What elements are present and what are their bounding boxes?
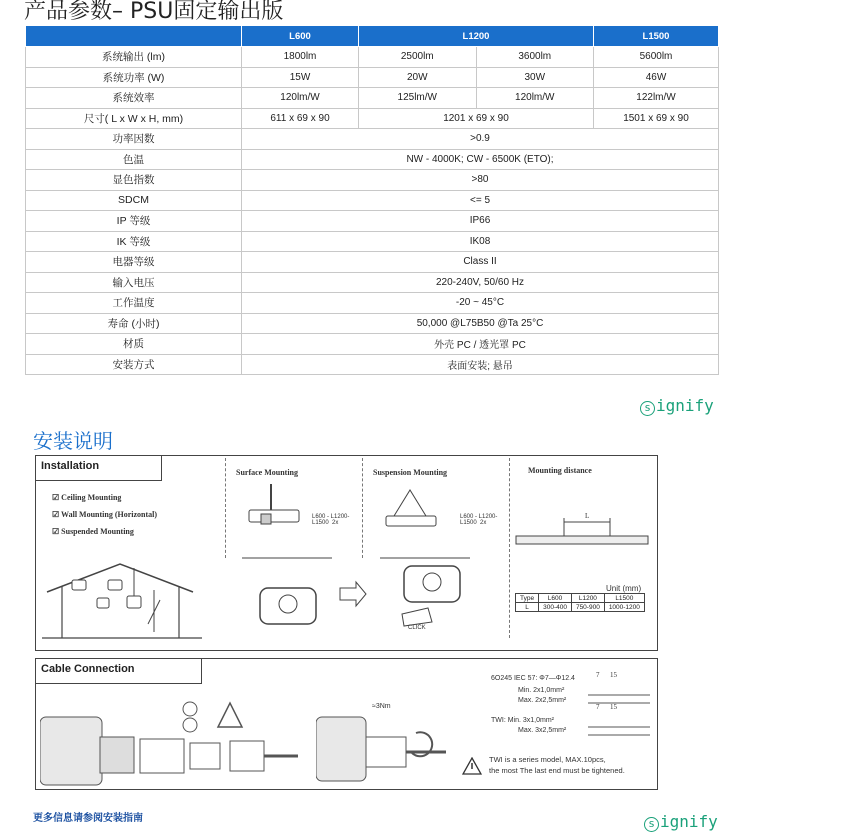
- spec-row-label: 工作温度: [26, 293, 242, 314]
- spec-row: [26, 272, 719, 293]
- spec-row-label: 电器等级: [26, 252, 242, 273]
- option-suspended: ☑ Suspended Mounting: [52, 527, 134, 536]
- tighten-illustration: [316, 687, 446, 787]
- spec-row: [26, 108, 719, 129]
- dist-header: Type: [516, 594, 539, 603]
- spec-header-l1500: L1500: [594, 26, 719, 47]
- spec-row: [26, 334, 719, 355]
- cable-title: Cable Connection: [36, 659, 202, 684]
- spec-row-label: 功率因数: [26, 129, 242, 150]
- spec-row: [26, 354, 719, 375]
- spec-header-empty: [26, 26, 242, 47]
- spec-row: [26, 129, 719, 150]
- house-illustration: [42, 560, 202, 642]
- installation-title: Installation: [36, 456, 162, 481]
- spec-row: [26, 211, 719, 232]
- spec-cell: 1201 x 69 x 90: [359, 108, 594, 129]
- spec-row-label: 安装方式: [26, 354, 242, 375]
- option-ceiling: ☑ Ceiling Mounting: [52, 493, 122, 502]
- unit-label: Unit (mm): [606, 584, 642, 593]
- spec-row: [26, 47, 719, 68]
- brand-logo-text: ignify: [660, 812, 718, 831]
- dist-header: L1200: [571, 594, 604, 603]
- spec-cell: 125lm/W: [359, 88, 477, 109]
- note-line1: TWI is a series model, MAX.10pcs,: [489, 755, 606, 764]
- spec-row: [26, 313, 719, 334]
- spec-header-l600: L600: [242, 26, 359, 47]
- twi-max: Max. 3x2,5mm²: [518, 727, 567, 734]
- spec-cell: 1800lm: [242, 47, 359, 68]
- strip-length-2: 15: [610, 671, 617, 679]
- suspension-title: Suspension Mounting: [373, 468, 448, 477]
- divider: [225, 458, 226, 558]
- distance-table: [515, 593, 645, 612]
- single-max: Max. 2x2,5mm²: [518, 697, 567, 704]
- install-heading: 安装说明: [33, 429, 113, 453]
- spec-row: [26, 252, 719, 273]
- divider: [362, 458, 363, 558]
- dist-cell: L: [516, 603, 539, 612]
- spec-cell: 50,000 @L75B50 @Ta 25°C: [242, 313, 719, 334]
- surface-title: Surface Mounting: [236, 468, 298, 477]
- spec-row-label: 系统功率 (W): [26, 67, 242, 88]
- cable-panel: [35, 658, 658, 790]
- single-min: Min. 2x1,0mm²: [518, 687, 565, 694]
- surface-mount-icon: [241, 480, 321, 540]
- dist-cell: 750-900: [571, 603, 604, 612]
- dist-cell: 300-400: [539, 603, 572, 612]
- page-title: 产品参数– PSU固定输出版: [24, 0, 284, 24]
- spec-cell: 3600lm: [476, 47, 594, 68]
- note-line2: the most The last end must be tightened.: [489, 766, 625, 775]
- warning-icon: [462, 757, 482, 775]
- wire-strip-diagram: [584, 671, 654, 751]
- divider: [509, 458, 510, 638]
- twi-min: TWI: Min. 3x1,0mm²: [491, 717, 555, 724]
- distance-table-header: [516, 594, 645, 603]
- strip-length-4: 15: [610, 703, 617, 711]
- distance-title: Mounting distance: [528, 466, 592, 475]
- spec-row: [26, 231, 719, 252]
- suspension-mount-icon: [378, 480, 458, 540]
- spec-row-label: 尺寸( L x W x H, mm): [26, 108, 242, 129]
- dist-header: L1500: [604, 594, 644, 603]
- spec-row: [26, 293, 719, 314]
- brand-logo: [640, 396, 714, 416]
- spec-cell: 122lm/W: [594, 88, 719, 109]
- strip-length-1: 7: [596, 671, 600, 679]
- spec-cell: IK08: [242, 231, 719, 252]
- spec-header-row: [26, 26, 719, 47]
- distance-table-row: [516, 603, 645, 612]
- dist-cell: 1000-1200: [604, 603, 644, 612]
- spec-cell: 220-240V, 50/60 Hz: [242, 272, 719, 293]
- spec-row-label: IP 等级: [26, 211, 242, 232]
- spec-cell: 30W: [476, 67, 594, 88]
- spec-cell: >0.9: [242, 129, 719, 150]
- distance-illustration: [512, 508, 652, 548]
- spec-header-l1200: L1200: [359, 26, 594, 47]
- brand-logo-mark: s: [640, 401, 655, 416]
- brand-logo-footer: [644, 812, 718, 832]
- spec-table: [25, 25, 719, 375]
- spec-row-label: SDCM: [26, 190, 242, 211]
- spec-row: [26, 170, 719, 191]
- spec-cell: 120lm/W: [476, 88, 594, 109]
- spec-row-label: 显色指数: [26, 170, 242, 191]
- spec-row: [26, 149, 719, 170]
- spec-cell: 120lm/W: [242, 88, 359, 109]
- spec-cell: 46W: [594, 67, 719, 88]
- spec-row-label: 系统效率: [26, 88, 242, 109]
- spec-row: [26, 88, 719, 109]
- click-label: CLICK: [408, 625, 426, 631]
- cable-gland-illustration: [40, 687, 300, 787]
- spec-cell: 611 x 69 x 90: [242, 108, 359, 129]
- spec-cell: 5600lm: [594, 47, 719, 68]
- option-wall: ☑ Wall Mounting (Horizontal): [52, 510, 158, 519]
- option-wall-label: Wall Mounting (Horizontal): [61, 510, 158, 519]
- footer-link[interactable]: 更多信息请参阅安装指南: [33, 813, 143, 824]
- spec-cell: NW - 4000K; CW - 6500K (ETO);: [242, 149, 719, 170]
- cable-standard: 6O245 IEC 57: Φ7—Φ12.4: [491, 675, 575, 682]
- spec-cell: 15W: [242, 67, 359, 88]
- brand-logo-text: ignify: [656, 396, 714, 415]
- option-suspended-label: Suspended Mounting: [61, 527, 134, 536]
- spec-cell: 2500lm: [359, 47, 477, 68]
- torque-label: ≈3Nm: [372, 703, 391, 710]
- surface-note: L600 - L1200- L1500 2x: [312, 514, 350, 526]
- suspension-note: L600 - L1200- L1500 2x: [460, 514, 498, 526]
- spec-row-label: 材质: [26, 334, 242, 355]
- spec-cell: 外壳 PC / 透光罩 PC: [242, 334, 719, 355]
- spec-row: [26, 190, 719, 211]
- spec-cell: Class II: [242, 252, 719, 273]
- spec-cell: IP66: [242, 211, 719, 232]
- spec-cell: 表面安装; 悬吊: [242, 354, 719, 375]
- spec-row: [26, 67, 719, 88]
- spec-cell: 1501 x 69 x 90: [594, 108, 719, 129]
- mount-illustration: [232, 552, 502, 642]
- dist-header: L600: [539, 594, 572, 603]
- spec-row-label: IK 等级: [26, 231, 242, 252]
- spec-cell: -20 ~ 45°C: [242, 293, 719, 314]
- strip-length-3: 7: [596, 703, 600, 711]
- spec-cell: <= 5: [242, 190, 719, 211]
- brand-logo-mark: s: [644, 817, 659, 832]
- spec-row-label: 色温: [26, 149, 242, 170]
- spec-cell: 20W: [359, 67, 477, 88]
- spec-row-label: 寿命 (小时): [26, 313, 242, 334]
- spec-row-label: 系统输出 (lm): [26, 47, 242, 68]
- distance-label: L: [585, 512, 590, 520]
- option-ceiling-label: Ceiling Mounting: [61, 493, 122, 502]
- spec-row-label: 输入电压: [26, 272, 242, 293]
- installation-panel: [35, 455, 658, 651]
- spec-cell: >80: [242, 170, 719, 191]
